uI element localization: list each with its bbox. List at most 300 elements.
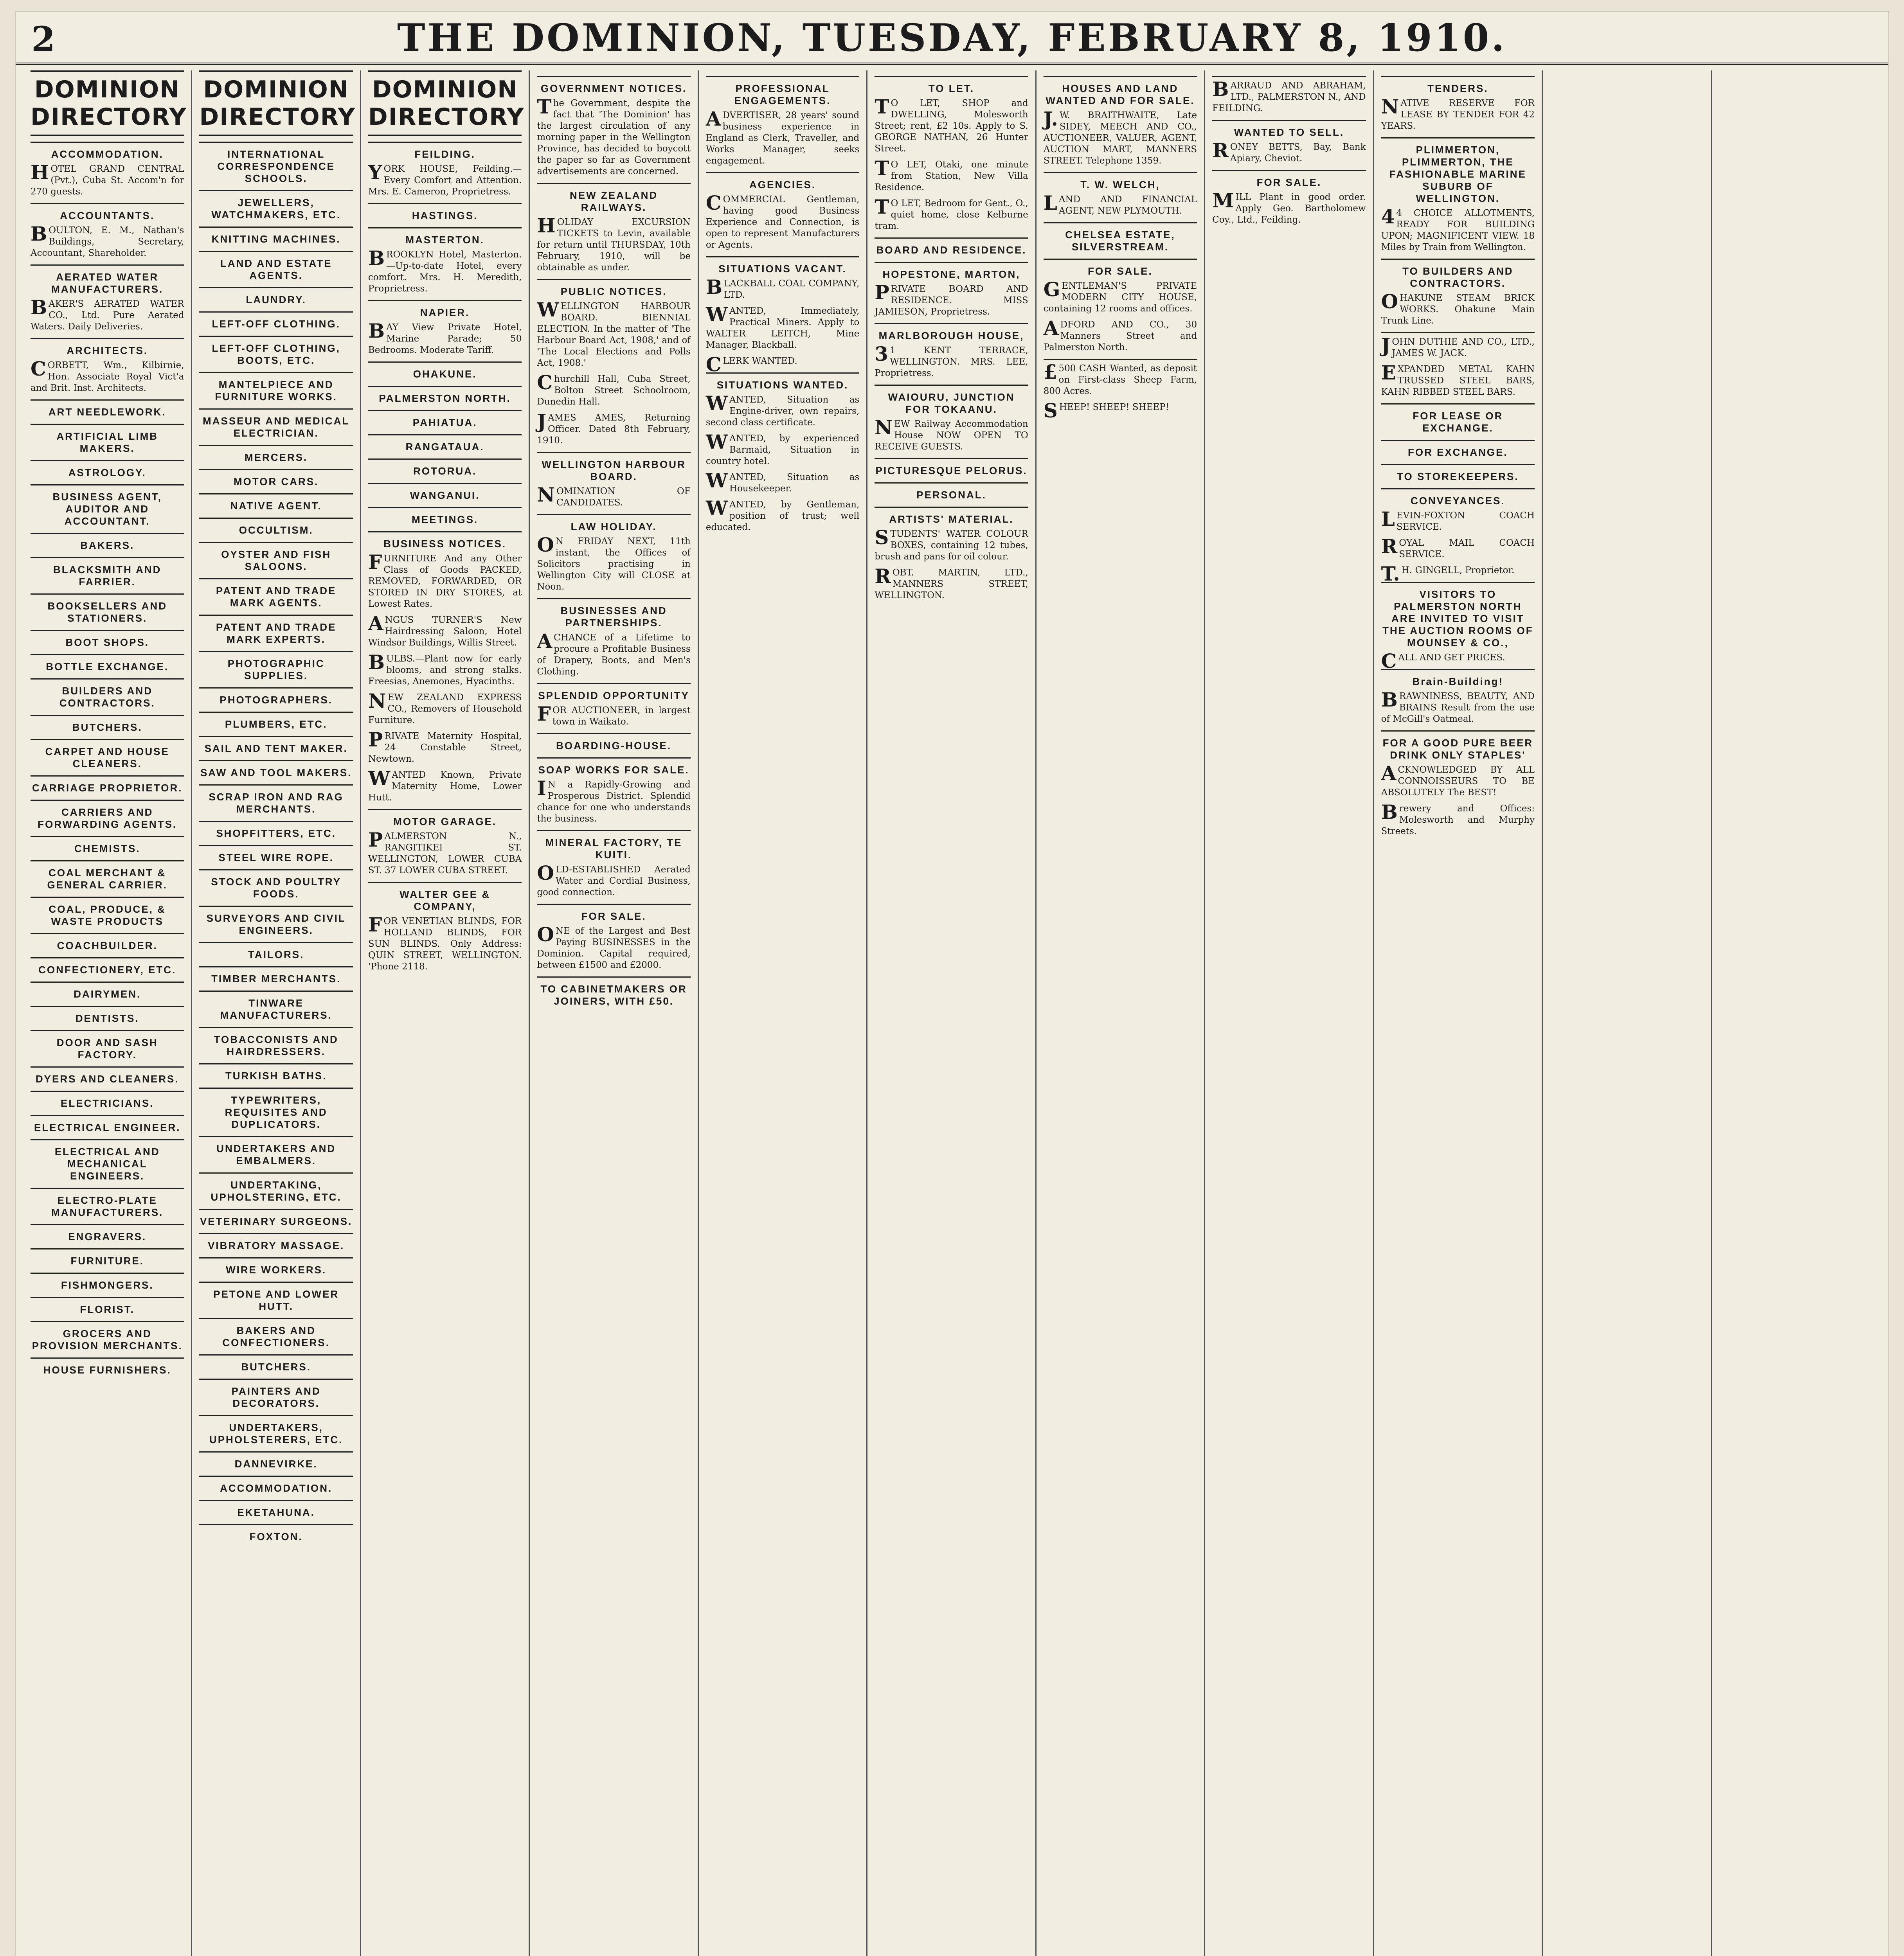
- section: [199, 1257, 353, 1276]
- section: [31, 424, 184, 455]
- section: [1043, 359, 1197, 422]
- section-heading: DAIRYMEN.: [74, 988, 141, 1000]
- section-heading: PAHIATUA.: [412, 417, 477, 428]
- section: [706, 76, 859, 167]
- section-heading: ASTROLOGY.: [68, 467, 146, 478]
- advertisement: BAY View Private Hotel, Marine Parade; 50 Bedrooms. Moderate Tariff.: [368, 319, 522, 355]
- section: [199, 311, 353, 330]
- section-heading: SURVEYORS AND CIVIL ENGINEERS.: [206, 912, 346, 936]
- section-heading: UNDERTAKERS AND EMBALMERS.: [216, 1143, 336, 1167]
- section: [31, 897, 184, 928]
- section: [31, 1248, 184, 1267]
- section-heading: VISITORS TO PALMERSTON NORTH ARE INVITED TO VISIT THE AUCTION ROOMS OF MOUNSEY & CO.,: [1382, 588, 1533, 649]
- section-heading: ENGRAVERS.: [68, 1231, 147, 1242]
- section-heading: NAPIER.: [420, 307, 470, 318]
- section-heading: WANGANUI.: [410, 489, 480, 501]
- advertisement: WANTED, by experienced Barmaid, Situation in country hotel.: [705, 430, 860, 466]
- section: [705, 256, 860, 376]
- section-heading: SHOPFITTERS, ETC.: [216, 827, 337, 839]
- section-heading: CHELSEA ESTATE, SILVERSTREAM.: [1065, 229, 1175, 253]
- column-1: [23, 70, 192, 1956]
- section-heading: GOVERNMENT NOTICES.: [540, 83, 687, 94]
- section: [537, 183, 690, 273]
- section: [199, 687, 353, 706]
- section-heading: UNDERTAKERS, UPHOLSTERERS, ETC.: [209, 1422, 343, 1445]
- section-heading: DANNEVIRKE.: [234, 1458, 318, 1470]
- advertisement: CORBETT, Wm., Kilbirnie, Hon. Associate Royal Vict'a and Brit. Inst. Architects.: [31, 357, 184, 393]
- advertisement: BAKER'S AERATED WATER CO., Ltd. Pure Aerated Waters. Daily Deliveries.: [31, 296, 184, 332]
- advertisement: FOR AUCTIONEER, in largest town in Waikato.: [537, 702, 691, 727]
- column-3: [361, 70, 530, 1956]
- advertisement: CALL AND GET PRICES.: [1381, 649, 1505, 672]
- section-heading: HOUSE FURNISHERS.: [43, 1364, 171, 1376]
- advertisement: £500 CASH Wanted, as deposit on First-class Sheep Farm, 800 Acres.: [1043, 360, 1197, 396]
- section: [875, 507, 1028, 601]
- section: [31, 957, 184, 976]
- section: [537, 976, 690, 1007]
- section-heading: LEFT-OFF CLOTHING, BOOTS, ETC.: [212, 342, 340, 366]
- section-heading: ACCOUNTANTS.: [60, 210, 155, 221]
- section: [875, 385, 1028, 453]
- section-heading: TURKISH BATHS.: [225, 1070, 327, 1082]
- section: [199, 1027, 353, 1058]
- section-heading: BOARD AND RESIDENCE.: [876, 244, 1027, 256]
- section: [199, 845, 353, 864]
- section-heading: ACCOMMODATION.: [51, 148, 164, 160]
- advertisement: ANGUS TURNER'S New Hairdressing Saloon, Hotel Windsor Buildings, Willis Street.: [368, 612, 522, 648]
- advertisement: ADFORD AND CO., 30 Manners Street and Palmerston North.: [1043, 316, 1197, 352]
- section-heading: FOR SALE.: [1256, 176, 1322, 188]
- section: [31, 1139, 184, 1182]
- section: [199, 966, 353, 985]
- section-heading: ELECTRICAL AND MECHANICAL ENGINEERS.: [54, 1146, 160, 1182]
- section-heading: COAL, PRODUCE, & WASTE PRODUCTS: [49, 903, 166, 927]
- column-10: [1543, 70, 1711, 1956]
- section: [31, 484, 184, 527]
- advertisement: TO LET, Otaki, one minute from Station, New Villa Residence.: [875, 156, 1028, 192]
- advertisement: IN a Rapidly-Growing and Prosperous District. Splendid chance for one who understands the business.: [537, 777, 691, 824]
- section: [368, 458, 522, 477]
- section: [199, 760, 353, 779]
- section: [1212, 120, 1366, 164]
- section: [199, 1415, 353, 1446]
- advertisement: BOULTON, E. M., Nathan's Buildings, Secretary, Accountant, Shareholder.: [31, 222, 184, 258]
- section-heading: MASTERTON.: [405, 234, 484, 246]
- section: [368, 142, 522, 198]
- section: [1381, 669, 1535, 725]
- section-heading: PLIMMERTON, PLIMMERTON, THE FASHIONABLE MARINE SUBURB OF WELLINGTON.: [1389, 144, 1526, 204]
- section: [199, 445, 353, 464]
- advertisement: Brewery and Offices: Molesworth and Murphy Streets.: [1381, 800, 1535, 836]
- section-heading: BOOT SHOPS.: [65, 636, 149, 648]
- section: [537, 830, 690, 898]
- advertisement: ADVERTISER, 28 years' sound business experience in England as Clerk, Traveller, and Works Manager, seeks engagement.: [705, 107, 860, 166]
- section-heading: WANTED TO SELL.: [1234, 126, 1344, 138]
- section: [199, 712, 353, 730]
- section: [1381, 332, 1535, 398]
- advertisement: PALMERSTON N., RANGITIKEI ST. WELLINGTON, LOWER CUBA ST. 37 LOWER CUBA STREET.: [368, 828, 522, 876]
- section: [31, 836, 184, 855]
- advertisement: RONEY BETTS, Bay, Bank Apiary, Cheviot.: [1212, 139, 1366, 164]
- directory-banner: DOMINION DIRECTORY: [31, 70, 184, 136]
- section: [199, 1233, 353, 1252]
- section-heading: FOR A GOOD PURE BEER DRINK ONLY STAPLES': [1382, 737, 1533, 761]
- section: [1044, 172, 1197, 217]
- section: [31, 982, 184, 1000]
- advertisement: WELLINGTON HARBOUR BOARD. BIENNIAL ELECTION. In the matter of 'The Harbour Board Act, 1908,' and of 'The Local Elections and Polls Act, 1908.': [537, 298, 691, 368]
- section: [31, 1273, 184, 1291]
- section-heading: BUTCHERS.: [72, 721, 142, 733]
- section-heading: CARRIERS AND FORWARDING AGENTS.: [38, 806, 177, 830]
- section: [31, 1115, 184, 1134]
- advertisement: OHAKUNE STEAM BRICK WORKS. Ohakune Main Trunk Line.: [1381, 290, 1535, 326]
- advertisement: ACHANCE of a Lifetime to procure a Profitable Business of Drapery, Boots, and Men's Clothing.: [537, 629, 691, 677]
- advertisement: ACKNOWLEDGED BY ALL CONNOISSEURS TO BE ABSOLUTELY The BEST!: [1381, 762, 1535, 798]
- section-heading: OCCULTISM.: [239, 524, 313, 536]
- section-heading: TOBACCONISTS AND HAIRDRESSERS.: [214, 1034, 338, 1057]
- section-heading: UNDERTAKING, UPHOLSTERING, ETC.: [211, 1179, 342, 1203]
- advertisement: WANTED, Situation as Engine-driver, own repairs, second class certificate.: [705, 392, 860, 428]
- section: [31, 533, 184, 552]
- column-2: [192, 70, 361, 1956]
- section-heading: ELECTRICAL ENGINEER.: [34, 1122, 181, 1133]
- section-heading: SOAP WORKS FOR SALE.: [538, 764, 689, 776]
- section: [31, 715, 184, 734]
- advertisement: J.W. BRAITHWAITE, Late SIDEY, MEECH AND CO., AUCTIONEER, VALUER, AGENT, AUCTION MART, MANNERS STREET. Telephone 1359.: [1043, 107, 1197, 166]
- section: [199, 906, 353, 937]
- section: [31, 557, 184, 588]
- section-heading: BOOKSELLERS AND STATIONERS.: [47, 600, 167, 624]
- section-heading: COACHBUILDER.: [57, 940, 158, 951]
- section-heading: PERSONAL.: [916, 489, 986, 501]
- advertisement: BULBS.—Plant now for early blooms, and strong stalks. Freesias, Anemones, Hyacinths.: [368, 651, 522, 687]
- directory-banner: DOMINION DIRECTORY: [368, 70, 522, 136]
- advertisement: TO LET, Bedroom for Gent., O., quiet home, close Kelburne tram.: [875, 195, 1028, 231]
- section: [199, 1500, 353, 1519]
- section: [1381, 137, 1535, 253]
- section-heading: BUTCHERS.: [241, 1361, 311, 1373]
- advertisement: LEVIN-FOXTON COACH SERVICE.: [1381, 507, 1535, 532]
- advertisement: EXPANDED METAL KAHN TRUSSED STEEL BARS, KAHN RIBBED STEEL BARS.: [1381, 361, 1535, 397]
- advertisement: WANTED, Immediately, Practical Miners. Apply to WALTER LEITCH, Mine Manager, Blackball.: [705, 303, 860, 350]
- section: [537, 76, 690, 177]
- section-heading: FOR SALE.: [1088, 265, 1153, 277]
- section-heading: PHOTOGRAPHERS.: [220, 694, 333, 706]
- section: [199, 1136, 353, 1167]
- section-heading: SITUATIONS VACANT.: [718, 263, 847, 275]
- section-heading: CONVEYANCES.: [1411, 495, 1505, 507]
- section-heading: SAIL AND TENT MAKER.: [204, 742, 348, 754]
- section: [368, 386, 522, 405]
- section-heading: HASTINGS.: [412, 210, 478, 221]
- section: [199, 1282, 353, 1312]
- advertisement: MILL Plant in good order. Apply Geo. Bartholomew Coy., Ltd., Feilding.: [1212, 189, 1366, 225]
- advertisement: 44 CHOICE ALLOTMENTS, READY FOR BUILDING UPON; MAGNIFICENT VIEW. 18 Miles by Train from Wellington.: [1381, 205, 1535, 252]
- section: [199, 991, 353, 1021]
- section-heading: PETONE AND LOWER HUTT.: [213, 1288, 339, 1312]
- advertisement: LAND AND FINANCIAL AGENT, NEW PLYMOUTH.: [1043, 191, 1197, 216]
- section-heading: BUSINESSES AND PARTNERSHIPS.: [560, 605, 667, 629]
- section: [368, 300, 522, 356]
- advertisement: HOTEL GRAND CENTRAL (Pvt.), Cuba St. Accom'n for 270 guests.: [31, 161, 184, 197]
- section: [199, 942, 353, 961]
- section-heading: CONFECTIONERY, ETC.: [38, 964, 176, 976]
- section-heading: BUILDERS AND CONTRACTORS.: [59, 685, 155, 709]
- section-heading: PICTURESQUE PELORUS.: [875, 465, 1028, 476]
- section-heading: TIMBER MERCHANTS.: [211, 973, 341, 985]
- section-heading: LAND AND ESTATE AGENTS.: [220, 257, 332, 281]
- section-heading: SPLENDID OPPORTUNITY: [538, 690, 689, 701]
- section-heading: DOOR AND SASH FACTORY.: [56, 1037, 158, 1061]
- section-heading: PROFESSIONAL ENGAGEMENTS.: [734, 83, 831, 106]
- section: [199, 251, 353, 282]
- section-heading: LAW HOLIDAY.: [570, 521, 657, 532]
- advertisement: NATIVE RESERVE FOR LEASE BY TENDER FOR 42 YEARS.: [1381, 95, 1535, 131]
- section-heading: PALMERSTON NORTH.: [379, 392, 511, 404]
- section: [368, 227, 522, 295]
- section: [1381, 464, 1535, 483]
- column-4: [530, 70, 698, 1956]
- section-heading: GROCERS AND PROVISION MERCHANTS.: [32, 1328, 183, 1352]
- advertisement: ONE of the Largest and Best Paying BUSINESSES in the Dominion. Capital required, between £1500 and £2000.: [537, 923, 691, 970]
- section: [537, 904, 690, 971]
- advertisement: FURNITURE And any Other Class of Goods PACKED, REMOVED, FORWARDED, OR STORED IN DRY STORES, at Lowest Rates.: [368, 550, 522, 609]
- section-heading: ARCHITECTS.: [67, 345, 148, 356]
- advertisement: STUDENTS' WATER COLOUR BOXES, containing 12 tubes, brush and pans for oil colour.: [875, 526, 1028, 562]
- section: [199, 1172, 353, 1203]
- section: [199, 372, 353, 403]
- section-heading: FEILDING.: [414, 148, 475, 160]
- column-7: [1037, 70, 1205, 1956]
- section-heading: BAKERS.: [80, 539, 135, 551]
- section: [1044, 259, 1197, 353]
- section-heading: MOTOR GARAGE.: [393, 816, 497, 827]
- section: [1212, 170, 1366, 226]
- section: [875, 262, 1028, 318]
- section-heading: BOARDING-HOUSE.: [556, 740, 672, 751]
- section: [31, 1188, 184, 1219]
- section-heading: PATENT AND TRADE MARK AGENTS.: [216, 585, 337, 609]
- section-heading: ART NEEDLEWORK.: [48, 406, 166, 418]
- section: [31, 338, 184, 394]
- columns: [23, 70, 1881, 1956]
- section: [199, 1451, 353, 1470]
- advertisement: The Government, despite the fact that 'The Dominion' has the largest circulation of any morning paper in the Wellington Province, has decided to boycott the paper so far as Government advertisements are concerned.: [537, 95, 691, 176]
- section: [368, 361, 522, 380]
- section: [199, 190, 353, 221]
- section: [31, 1297, 184, 1316]
- section: [1381, 259, 1535, 327]
- section-heading: WAIOURU, JUNCTION FOR TOKAANU.: [888, 391, 1015, 415]
- section: [199, 493, 353, 512]
- section: [1381, 488, 1535, 585]
- section-heading: INTERNATIONAL CORRESPONDENCE SCHOOLS.: [217, 148, 335, 184]
- section-heading: JEWELLERS, WATCHMAKERS, ETC.: [211, 197, 341, 221]
- section: [31, 1066, 184, 1085]
- section: [706, 172, 859, 251]
- section-heading: CARPET AND HOUSE CLEANERS.: [45, 746, 169, 769]
- section-heading: EKETAHUNA.: [237, 1507, 315, 1518]
- column-9: [1374, 70, 1543, 1956]
- section: [199, 518, 353, 536]
- advertisement: NEW Railway Accommodation House NOW OPEN TO RECEIVE GUESTS.: [875, 416, 1028, 452]
- section: [31, 775, 184, 794]
- section: [199, 1209, 353, 1228]
- section-heading: PAINTERS AND DECORATORS.: [231, 1385, 321, 1409]
- section-heading: FURNITURE.: [70, 1255, 144, 1267]
- section-heading: WALTER GEE & COMPANY,: [400, 888, 491, 912]
- advertisement: WANTED Known, Private Maternity Home, Lower Hutt.: [368, 767, 522, 803]
- advertisement: JAMES AMES, Returning Officer. Dated 8th February, 1910.: [537, 410, 691, 446]
- section: [199, 821, 353, 840]
- section: [537, 279, 690, 446]
- advertisement: ON FRIDAY NEXT, 11th instant, the Offices of Solicitors practising in Wellington City will CLOSE at Noon.: [537, 533, 691, 592]
- section-heading: TO CABINETMAKERS OR JOINERS, WITH £50.: [540, 983, 687, 1007]
- section: [199, 869, 353, 900]
- section: [199, 336, 353, 367]
- section: [199, 287, 353, 306]
- section: [199, 408, 353, 439]
- section: [537, 757, 690, 825]
- section-heading: WIRE WORKERS.: [226, 1264, 327, 1276]
- section: [31, 1006, 184, 1025]
- section-heading: ELECTRICIANS.: [61, 1097, 154, 1109]
- section: [875, 237, 1028, 256]
- section: [199, 1476, 353, 1494]
- section-heading: PHOTOGRAPHIC SUPPLIES.: [227, 658, 325, 681]
- section-heading: BLACKSMITH AND FARRIER.: [53, 564, 162, 588]
- section: [368, 809, 522, 876]
- section-heading: MARLBOROUGH HOUSE,: [878, 330, 1024, 342]
- section: [368, 507, 522, 526]
- section-heading: TYPEWRITERS, REQUISITES AND DUPLICATORS.: [225, 1094, 328, 1130]
- section-heading: AERATED WATER MANUFACTURERS.: [51, 271, 164, 295]
- section-heading: LEFT-OFF CLOTHING.: [212, 318, 340, 330]
- section: [31, 1091, 184, 1109]
- section-heading: MASSEUR AND MEDICAL ELECTRICIAN.: [203, 415, 350, 439]
- advertisement: PRIVATE BOARD AND RESIDENCE. MISS JAMIESON, Proprietress.: [875, 281, 1028, 317]
- advertisement: WANTED, by Gentleman, position of trust; well educated.: [705, 496, 860, 532]
- section-heading: DYERS AND CLEANERS.: [35, 1073, 179, 1085]
- section: [706, 372, 859, 533]
- section: [1044, 76, 1197, 167]
- section-heading: BUSINESS NOTICES.: [383, 538, 507, 550]
- advertisement: 31 KENT TERRACE, WELLINGTON. MRS. LEE, Proprietress.: [875, 342, 1028, 378]
- advertisement: Churchill Hall, Cuba Street, Bolton Street Schoolroom, Dunedin Hall.: [537, 371, 691, 407]
- section-heading: MOTOR CARS.: [233, 476, 319, 487]
- column-8: [1205, 70, 1374, 1956]
- section-heading: FOXTON.: [249, 1531, 303, 1543]
- section: [31, 1030, 184, 1061]
- section: [368, 410, 522, 429]
- column-11: [1712, 70, 1881, 1956]
- section-heading: FOR SALE.: [581, 910, 646, 922]
- section: [31, 142, 184, 198]
- section: [31, 654, 184, 673]
- section: [537, 598, 690, 678]
- advertisement: HOLIDAY EXCURSION TICKETS to Levin, available for return until THURSDAY, 10th February, 1910, will be obtainable as under.: [537, 214, 691, 273]
- section: [199, 736, 353, 755]
- section: [199, 1524, 353, 1543]
- advertisement: NEW ZEALAND EXPRESS CO., Removers of Household Furniture.: [368, 689, 522, 725]
- section: [31, 933, 184, 952]
- section-heading: Brain-Building!: [1412, 676, 1504, 687]
- section-heading: BOTTLE EXCHANGE.: [46, 661, 169, 672]
- section-heading: PLUMBERS, ETC.: [225, 718, 328, 730]
- advertisement: T.H. GINGELL, Proprietor.: [1381, 562, 1515, 585]
- section: [31, 1357, 184, 1376]
- section: [31, 800, 184, 831]
- section: [537, 452, 690, 509]
- section: [31, 460, 184, 479]
- section: [199, 784, 353, 815]
- section: [537, 733, 690, 752]
- section-heading: TAILORS.: [248, 949, 304, 960]
- section: [199, 227, 353, 245]
- section-heading: FISHMONGERS.: [61, 1279, 154, 1291]
- section: [199, 542, 353, 573]
- section-heading: LAUNDRY.: [246, 294, 306, 306]
- section: [31, 399, 184, 418]
- section-heading: COAL MERCHANT & GENERAL CARRIER.: [47, 867, 167, 891]
- advertisement: TO LET, SHOP and DWELLING, Molesworth Street; rent, £2 10s. Apply to S. GEORGE NATHAN, 26 Hunter Street.: [875, 95, 1028, 154]
- advertisement: ROBT. MARTIN, LTD., MANNERS STREET, WELLINGTON.: [875, 565, 1028, 600]
- advertisement: ROYAL MAIL COACH SERVICE.: [1381, 535, 1535, 559]
- section: [537, 514, 690, 593]
- section: [1044, 222, 1197, 253]
- section: [31, 630, 184, 649]
- advertisement: BLACKBALL COAL COMPANY, LTD.: [705, 275, 860, 300]
- advertisement: SHEEP! SHEEP! SHEEP!: [1043, 399, 1170, 422]
- section-heading: TO STOREKEEPERS.: [1397, 471, 1519, 482]
- section-heading: CHEMISTS.: [74, 843, 140, 854]
- directory-banner: DOMINION DIRECTORY: [199, 70, 353, 136]
- section: [31, 860, 184, 891]
- advertisement: JOHN DUTHIE AND CO., LTD., JAMES W. JACK.: [1381, 334, 1535, 358]
- section: [199, 1354, 353, 1373]
- advertisement: BRAWNINESS, BEAUTY, AND BRAINS Result from the use of McGill's Oatmeal.: [1381, 688, 1535, 724]
- section-heading: ACCOMMODATION.: [220, 1482, 333, 1494]
- section: [199, 1063, 353, 1082]
- section-heading: TO BUILDERS AND CONTRACTORS.: [1402, 265, 1513, 289]
- section: [199, 1088, 353, 1131]
- advertisement: COMMERCIAL Gentleman, having good Business Experience and Connection, is open to represent Manufacturers or Agents.: [705, 191, 860, 250]
- page-title: THE DOMINION, TUESDAY, FEBRUARY 8, 1910.: [397, 16, 1507, 60]
- section-heading: SAW AND TOOL MAKERS.: [200, 767, 352, 778]
- section-heading: TENDERS.: [1427, 83, 1488, 94]
- section: [31, 678, 184, 709]
- section-heading: SITUATIONS WANTED.: [716, 379, 849, 391]
- section-heading: AGENCIES.: [749, 179, 816, 191]
- page-number: 2: [31, 19, 56, 59]
- section: [875, 323, 1028, 379]
- section-heading: FLORIST.: [80, 1303, 135, 1315]
- section: [368, 882, 522, 973]
- column-5: [699, 70, 867, 1956]
- section-heading: PATENT AND TRADE MARK EXPERTS.: [216, 621, 337, 645]
- section: [1381, 730, 1535, 837]
- section-heading: STOCK AND POULTRY FOODS.: [211, 876, 342, 900]
- section: [537, 683, 690, 728]
- section: [875, 76, 1028, 232]
- section: [1381, 403, 1535, 434]
- section-heading: ARTIFICIAL LIMB MAKERS.: [56, 430, 158, 454]
- section: [31, 203, 184, 259]
- section-heading: DENTISTS.: [75, 1012, 139, 1024]
- section: [368, 483, 522, 502]
- section-heading: ARTISTS' MATERIAL.: [889, 513, 1014, 525]
- section: [199, 142, 353, 185]
